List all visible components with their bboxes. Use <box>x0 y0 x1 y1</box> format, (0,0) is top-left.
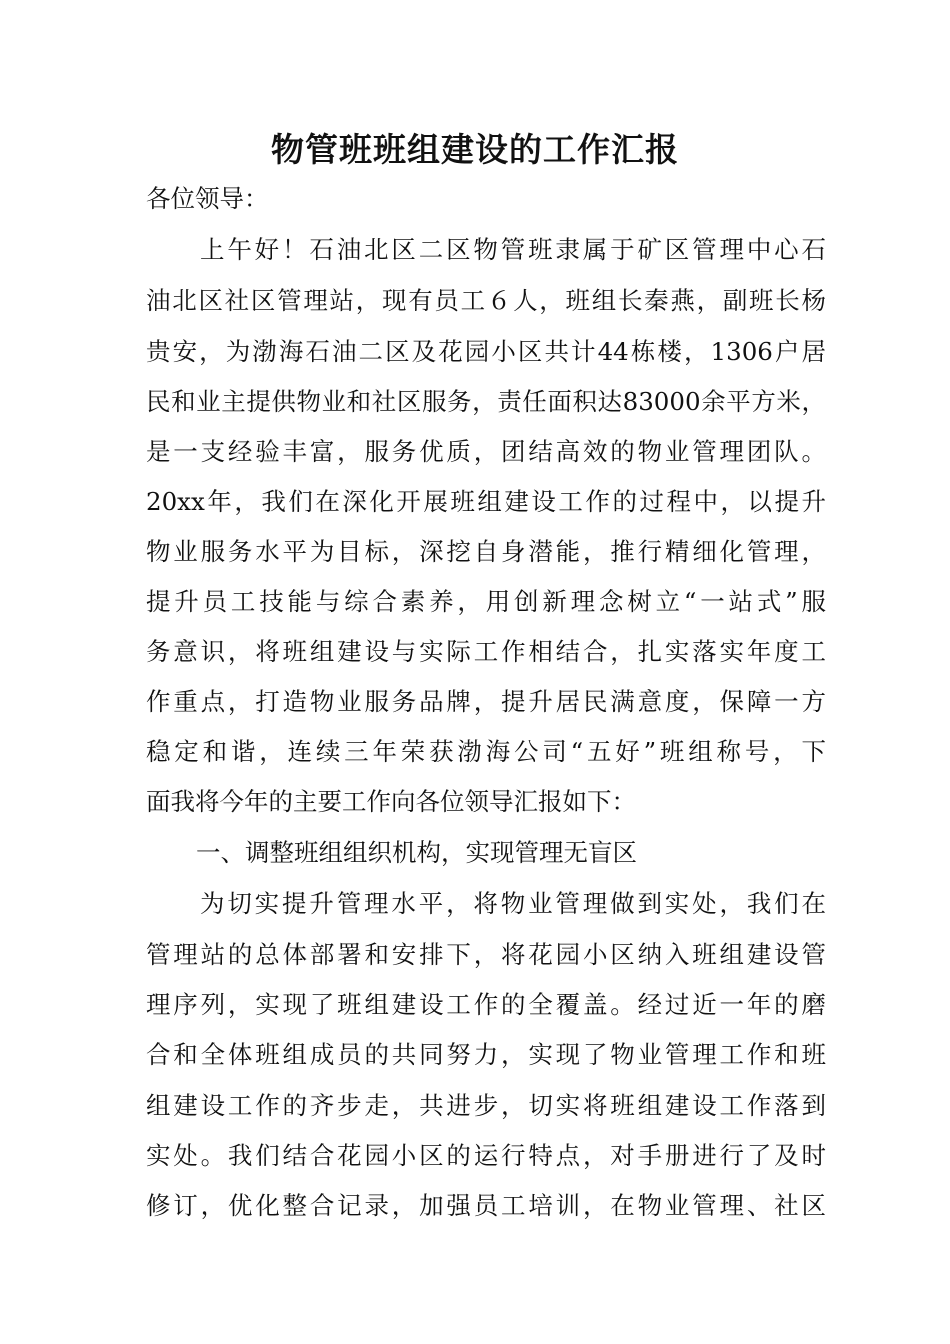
body-line: 稳定和谐，连续三年荣获渤海公司“五好”班组称号，下 <box>146 737 826 766</box>
body-line: 民和业主提供物业和社区服务，责任面积达83000余平方米， <box>146 387 826 416</box>
document-title: 物管班班组建设的工作汇报 <box>271 130 679 169</box>
body-line: 实处。我们结合花园小区的运行特点，对手册进行了及时 <box>146 1141 826 1170</box>
body-line: 上午好！石油北区二区物管班隶属于矿区管理中心石 <box>200 235 826 264</box>
body-line: 是一支经验丰富，服务优质，团结高效的物业管理团队。 <box>146 437 826 466</box>
body-line: 面我将今年的主要工作向各位领导汇报如下： <box>146 787 636 816</box>
greeting-line: 各位领导： <box>146 184 269 213</box>
body-line: 组建设工作的齐步走，共进步，切实将班组建设工作落到 <box>146 1091 826 1120</box>
section-heading: 一、调整班组组织机构，实现管理无盲区 <box>196 838 637 867</box>
body-line: 为切实提升管理水平，将物业管理做到实处，我们在 <box>200 889 826 918</box>
body-line: 油北区社区管理站，现有员工６人，班组长秦燕，副班长杨 <box>146 286 826 315</box>
body-line: 务意识，将班组建设与实际工作相结合，扎实落实年度工 <box>146 637 826 666</box>
body-line: 提升员工技能与综合素养，用创新理念树立“一站式”服 <box>146 587 826 616</box>
body-line: 贵安，为渤海石油二区及花园小区共计44栋楼，1306户居 <box>146 337 826 366</box>
body-line: 物业服务水平为目标，深挖自身潜能，推行精细化管理， <box>146 537 826 566</box>
body-line: 合和全体班组成员的共同努力，实现了物业管理工作和班 <box>146 1040 826 1069</box>
body-line: 理序列，实现了班组建设工作的全覆盖。经过近一年的磨 <box>146 990 826 1019</box>
body-line: 管理站的总体部署和安排下，将花园小区纳入班组建设管 <box>146 940 826 969</box>
body-line: 修订，优化整合记录，加强员工培训，在物业管理、社区 <box>146 1191 826 1220</box>
body-line: 作重点，打造物业服务品牌，提升居民满意度，保障一方 <box>146 687 826 716</box>
body-line: 20xx年，我们在深化开展班组建设工作的过程中，以提升 <box>146 487 826 516</box>
